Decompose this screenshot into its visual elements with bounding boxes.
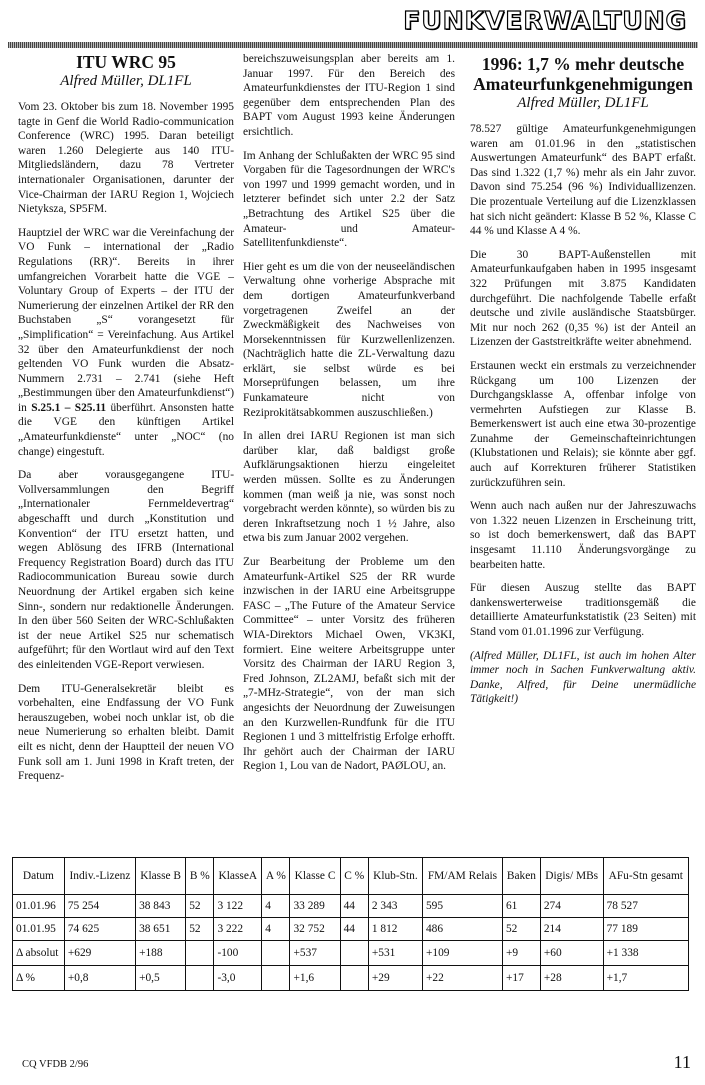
col2-paragraph-4: In allen drei IARU Regionen ist man sich darüber klar, daß baldigst große Aufklärungsaktionen hierzu eingeleitet werden müssen. Sollte es zu Änderungen kommen (man weiß ja nie, was sonst noch vorgebracht werden könnte), so würden bis zu deren Inkraftsetzung noch 1 ½ Jahre, also etwa bis zum Januar 2002 vergehen. [243, 430, 455, 545]
table-cell: 4 [262, 895, 290, 918]
header-rule [8, 42, 698, 48]
table-header-cell: Datum [13, 858, 65, 895]
article2-paragraph-3: Erstaunen weckt ein erstmals zu verzeichnender Rückgang um 100 Lizenzen der Durchgangsklasse A, offenbar infolge von vermehrten Aufstiegen zur Klasse B. Bemerkenswert ist auch eine etwa 30-prozentige Zunahme der Gemeinschafteinrichtungen (Klubstationen und Relais); sie könnte aber ggf. auch auf Korrekturen früherer Statistiken zurückzuführen sein. [470, 359, 696, 489]
article2-paragraph-5: Für diesen Auszug stellte das BAPT dankenswerterweise traditionsgemäß die detaillierte Amateurfunkstatistik (23 Seiten) mit Stand vom 01.01.1996 zur Verfügung. [470, 582, 696, 638]
column-2 [243, 52, 455, 783]
page-number: 11 [673, 1052, 691, 1072]
article2-paragraph-4: Wenn auch nach außen nur der Jahreszuwachs von 1.322 neuen Lizenzen in Erscheinung tritt, so ist doch bemerkenswert, daß das BAPT insgesamt 11.110 Änderungsvorgänge zu bearbeiten hatte. [470, 500, 696, 571]
table-cell: 75 254 [64, 895, 135, 918]
table-cell: -3,0 [214, 966, 262, 991]
table-cell: +28 [540, 966, 603, 991]
article2-paragraph-1: 78.527 gültige Amateurfunkgenehmigungen waren am 01.01.96 in den „statistischen Auswertungen Amateurfunk“ des BAPT erfaßt. Das sind 1.322 (1,7 %) mehr als ein Jahr zuvor. Davon sind 75.254 (96 %) Individuallizenzen. Die prozentuale Verteilung auf die Lizenzklassen hat sich nicht geändert: Klasse B 52 %, Klasse C 44 % und Klasse A 4 %. [470, 123, 696, 238]
table-cell [340, 966, 368, 991]
col2-paragraph-1: bereichszuweisungsplan aber bereits am 1. Januar 1997. Für den Bereich des Amateurfunkdienstes der ITU-Region 1 sind gegenüber dem entsprechenden Plan des BAPT vom August 1993 keine Änderungen ersichtlich. [243, 53, 455, 138]
article1-paragraph-1: Vom 23. Oktober bis zum 18. November 1995 tagte in Genf die World Radio-communication Conference (WRC) 1995. Daran beteiligt waren 1.260 Delegierte aus 140 ITU-Mitgliedsländern, dazu 78 Vertreter internationaler Organisationen, darunter der Vice-Chairman der IARU Region 1, Wojciech Nietyksza, SP5FM. [18, 101, 234, 216]
table-cell: 38 843 [136, 895, 186, 918]
table-cell: 38 651 [136, 918, 186, 941]
table-cell: +188 [136, 941, 186, 966]
table-cell [262, 941, 290, 966]
table-cell: 52 [502, 918, 540, 941]
table-cell: 2 343 [368, 895, 422, 918]
table-cell [186, 966, 214, 991]
table-cell: 595 [422, 895, 502, 918]
table-cell: 61 [502, 895, 540, 918]
table-cell: 214 [540, 918, 603, 941]
table-cell: 01.01.96 [13, 895, 65, 918]
table-cell: +109 [422, 941, 502, 966]
table-header-cell: AFu-Stn gesamt [603, 858, 688, 895]
article1-author: Alfred Müller, DL1FL [60, 73, 192, 89]
table-cell: +0,5 [136, 966, 186, 991]
table-cell: 3 122 [214, 895, 262, 918]
table-cell: Δ % [13, 966, 65, 991]
table-cell: +1 338 [603, 941, 688, 966]
table-row [13, 966, 689, 991]
table-header-cell: KlasseA [214, 858, 262, 895]
table-cell: 1 812 [368, 918, 422, 941]
table-cell: +60 [540, 941, 603, 966]
article2-author: Alfred Müller, DL1FL [517, 95, 649, 111]
table-header-cell: Indiv.-Lizenz [64, 858, 135, 895]
footer-source: CQ VFDB 2/96 [22, 1059, 89, 1070]
table-cell: +22 [422, 966, 502, 991]
table-cell: +29 [368, 966, 422, 991]
table-cell: 32 752 [290, 918, 340, 941]
table-cell: 486 [422, 918, 502, 941]
table-cell: +537 [290, 941, 340, 966]
table-header-cell: B % [186, 858, 214, 895]
table-cell: +629 [64, 941, 135, 966]
table-header-cell: Klub-Stn. [368, 858, 422, 895]
col2-paragraph-3: Hier geht es um die von der neuseeländischen Verwaltung ohne vorherige Absprache mit dem dortigen Amateurfunkverband vorgetragenen Zweifel an der Zweckmäßigkeit des Nachweises von Morsekenntnissen für Kurzwellenlizenzen. (Nachträglich hatte die ZL-Verwaltung dazu erklärt, sie selbst würde es bei Morseprüfungen belassen, um ihre Funkamateure nicht von Reziprokitätsabkommen auszuschließen.) [243, 260, 455, 419]
table-cell: -100 [214, 941, 262, 966]
article1-paragraph-3: Da aber vorausgegangene ITU-Vollversammlungen den Begriff „Internationaler Fernmeldevertrag“ abgeschafft und durch „Konstitution und Konvention“ der ITU ersetzt hatten, und wegen Ablösung des IFRB (International Frequency Registration Board) durch das ITU Radiocommunication Bureau sowie durch Neuordnung der Artikel ergaben sich keine Sinn-, sondern nur redaktionelle Änderungen. In den über 560 Seiten der WRC-Schlußakten ist der neue Artikel S25 nur schematisch aufgeführt; für den Wortlaut wird auf den Text des einleitenden VGE-Report verwiesen. [18, 469, 234, 671]
column-1 [18, 52, 234, 793]
column-3 [470, 52, 696, 716]
table-cell: +1,6 [290, 966, 340, 991]
table-header-cell: Digis/ MBs [540, 858, 603, 895]
table-header-cell: Klasse C [290, 858, 340, 895]
table-cell: 44 [340, 918, 368, 941]
article1-bold-ref: S.25.1 – S25.11 [31, 401, 107, 414]
col2-paragraph-5: Zur Bearbeitung der Probleme um den Amateurfunk-Artikel S25 der RR wurde inzwischen in der IARU eine Arbeitsgruppe FASC – „The Future of the Amateur Service Committee“ – unter Vorsitz des früheren WIA-Direktors Michael Owen, VK3KI, formiert. Eine weitere Arbeitsgruppe unter Vorsitz des Chairman der IARU Region 3, Fred Johnson, ZL2AMJ, befaßt sich mit der „7-MHz-Strategie“, von der man sich angesichts der Neuordnung der Zuweisungen an den Kurzwellen-Rundfunk für die ITU Regionen 1 und 3 mittelfristig Erfolge erhofft. Ihr gehört auch der Chairman der IARU Region 1, Lou van de Nadort, PAØLOU, an. [243, 556, 455, 773]
statistics-table [12, 857, 689, 991]
article2-note: (Alfred Müller, DL1FL, ist auch im hohen Alter immer noch in Sachen Funkverwaltung aktiv. Danke, Alfred, für Deine unermüdliche Tätigkeit!) [470, 649, 696, 706]
table-header-row [13, 858, 689, 895]
table-row [13, 941, 689, 966]
table-row [13, 895, 689, 918]
article2-title: 1996: 1,7 % mehr deutsche Amateurfunkgenehmigungen [473, 54, 693, 94]
table-header-cell: C % [340, 858, 368, 895]
table-cell: 77 189 [603, 918, 688, 941]
table-cell: 78 527 [603, 895, 688, 918]
col2-paragraph-2: Im Anhang der Schlußakten der WRC 95 sind Vorgaben für die Tagesordnungen der WRC's von 1997 und 1999 gemacht worden, und in letzterer befindet sich unter 2.2 der Satz „Betrachtung des Artikel S25 über die Amateur- und Amateur-Satellitenfunkdienste“. [243, 149, 455, 250]
table-cell: +1,7 [603, 966, 688, 991]
table-header-cell: Baken [502, 858, 540, 895]
table-cell: +531 [368, 941, 422, 966]
table-cell: 274 [540, 895, 603, 918]
table-cell: +9 [502, 941, 540, 966]
section-title: FUNKVERWALTUNG [403, 6, 687, 35]
table-cell: 4 [262, 918, 290, 941]
table-header-cell: FM/AM Relais [422, 858, 502, 895]
table-cell: 01.01.95 [13, 918, 65, 941]
article1-paragraph-2: Hauptziel der WRC war die Vereinfachung der VO Funk – international der „Radio Regulations (RR)“. Bereits in ihrer umfangreichen Vorarbeit hatte die VGE – Voluntary Group of Experts – der ITU der Numerierung der einzelnen Artikel der RR den Buchstaben „S“ vorangesetzt für „Simplification“ = Vereinfachung. Aus Artikel 32 über den Amateurfunkdienst der noch geltenden VO Funk wurden die Absatz-Nummern 2.731 – 2.741 (siehe Heft „Bestimmungen über den Amateurfunkdienst“) in S.25.1 – S25.11 überführt. Ansonsten hatte die VGE den künftigen Artikel „Amateurfunkdienste“ unter „NOC“ (no change) eingestuft. [18, 226, 234, 458]
table-cell: 74 625 [64, 918, 135, 941]
table-cell: 52 [186, 918, 214, 941]
table-header-cell: Klasse B [136, 858, 186, 895]
table-row [13, 918, 689, 941]
table-cell: 3 222 [214, 918, 262, 941]
table-cell [262, 966, 290, 991]
table-cell: +17 [502, 966, 540, 991]
article2-paragraph-2: Die 30 BAPT-Außenstellen mit Amateurfunkaufgaben haben in 1995 insgesamt 322 Prüfungen mit 3.875 Kandidaten durchgeführt. Die nachfolgende Tabelle erfaßt deutsche und zivile ausländische Staatsbürger. Mit nur noch 262 (0,35 %) ist der Anteil an Lizenzen der Gaststreitkräfte weiter abnehmend. [470, 248, 696, 349]
table-cell [340, 941, 368, 966]
table-cell: +0,8 [64, 966, 135, 991]
table-cell [186, 941, 214, 966]
table-cell: 33 289 [290, 895, 340, 918]
page-header [8, 6, 697, 42]
table-cell: Δ absolut [13, 941, 65, 966]
article1-title: ITU WRC 95 [76, 52, 176, 72]
table-cell: 52 [186, 895, 214, 918]
article1-paragraph-4: Dem ITU-Generalsekretär bleibt es vorbehalten, eine Endfassung der VO Funk herauszugeben, wobei noch unklar ist, ob die neue Numerierung so erhalten bleibt. Damit eilt es nicht, denn der Hauptteil der neuen VO Funk soll am 1. Juni 1998 in Kraft treten, der Frequenz- [18, 682, 234, 783]
table-cell: 44 [340, 895, 368, 918]
table-header-cell: A % [262, 858, 290, 895]
